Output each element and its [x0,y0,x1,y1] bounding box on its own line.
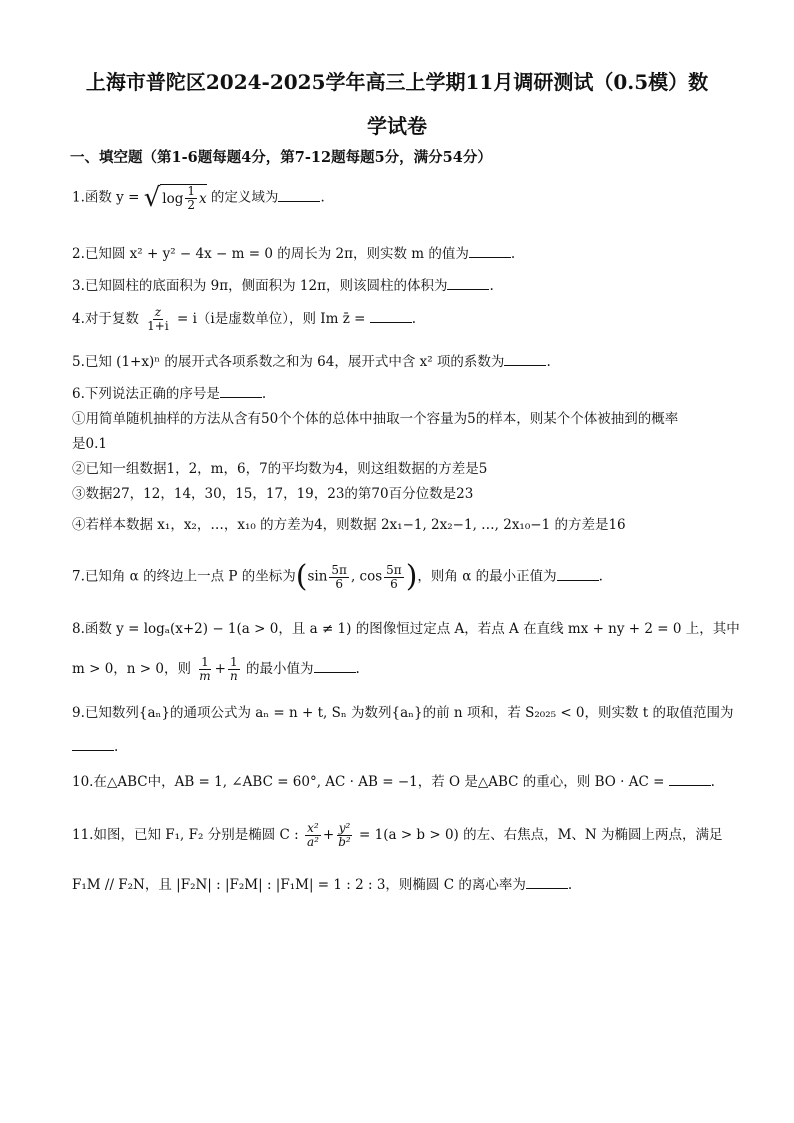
q3-text: 3.已知圆柱的底面积为 9π，侧面积为 12π，则该圆柱的体积为 [72,278,448,294]
answer-blank [72,737,114,751]
fraction-numerator: z [154,305,162,319]
question-10: 10.在△ABC中，AB = 1, ∠ABC = 60°, AC · AB = −1，若 O 是△ABC 的重心，则 BO · AC = . [72,774,715,790]
answer-blank [370,309,412,323]
plus-sign: + [322,827,335,843]
cos-label: , cos [350,568,383,585]
fraction-denominator: b² [338,835,351,849]
answer-blank [469,244,511,258]
q5-text: 5.已知 (1+x)ⁿ 的展开式各项系数之和为 64，展开式中含 x² 项的系数为 [72,354,505,370]
question-6-stem: 6.下列说法正确的序号是 . [72,386,267,402]
q10-text: 10.在△ABC中，AB = 1, ∠ABC = 60°, AC · AB = −1，若 O 是△ABC 的重心，则 BO · AC = [72,774,669,790]
q11-text-a: 11.如图，已知 F₁, F₂ 分别是椭圆 C : [72,827,303,843]
question-2: 2.已知圆 x² + y² − 4x − m = 0 的周长为 2π，则实数 m 的值为 . [72,246,516,262]
fraction [145,306,171,333]
q11-text-b: = 1(a > b > 0) 的左、右焦点，M、N 为椭圆上两点，满足 [354,827,723,843]
fraction-numerator: 5π [386,562,402,577]
answer-blank [557,567,599,581]
question-1: 1.函数 y = √ log $\frac{1}{2}$ x 的定义域为 . [72,183,325,213]
q6-option-3: ③数据27，12，14，30，15，17，19，23的第70百分位数是23 [72,486,474,502]
sqrt-expression: √ log $\frac{1}{2}$ x [143,183,207,213]
question-9: 9.已知数列{aₙ}的通项公式为 aₙ = n + t, Sₙ 为数列{aₙ}的前 n 项和，若 S₂₀₂₅ < 0，则实数 t 的取值范围为 [72,705,734,721]
fraction-numerator: 5π [331,562,347,577]
question-11-line-2: F₁M // F₂N，且 |F₂N| : |F₂M| : |F₁M| = 1 : 2 : 3，则椭圆 C 的离心率为 . [72,877,573,893]
fraction-denominator: 6 [390,576,398,591]
q1-text-b: 的定义域为 [206,189,279,206]
answer-blank [526,875,568,889]
fraction-denominator: m [199,669,211,683]
sin-label: sin [307,568,328,585]
q4-text-b: = i（i是虚数单位），则 Im z̄ = [172,311,370,327]
q1-text-a: 1.函数 y = [72,189,144,206]
q7-text-a: 7.已知角 α 的终边上一点 P 的坐标为 [72,568,296,585]
question-11-line-1 [72,822,732,849]
answer-blank [220,384,262,398]
q8-text-b: 的最小值为 [241,661,314,677]
fraction [336,822,353,849]
variable: x [199,190,207,207]
log-label: log [162,190,184,207]
fraction-denominator: 1+i [147,319,169,333]
document-title-line-2: 学试卷 [367,114,427,138]
fraction [197,656,212,683]
fraction [185,185,197,212]
fraction [305,822,321,849]
q6-option-2: ②已知一组数据1，2，m，6，7的平均数为4，则这组数据的方差是5 [72,461,488,477]
question-4: 4.对于复数 $\frac{z}{1+i}$ = i（i是虚数单位），则 Im z̄ = . [72,305,417,333]
q6-option-1-line-1: ①用简单随机抽样的方法从含有50个个体的总体中抽取一个容量为5的样本，则某个个体被抽到的概率 [72,411,679,427]
answer-blank [669,772,711,786]
q6-option-1-line-2: 是0.1 [72,436,107,452]
q7-text-b: ，则角 α 的最小正值为 [417,568,557,585]
q6-stem: 6.下列说法正确的序号是 [72,386,220,402]
fraction-numerator: x² [307,821,319,835]
section-heading: 一、填空题（第1-6题每题4分，第7-12题每题5分，满分54分） [70,149,492,166]
q2-text: 2.已知圆 x² + y² − 4x − m = 0 的周长为 2π，则实数 m 的值为 [72,246,469,262]
fraction-denominator: 2 [187,198,196,212]
fraction [329,564,349,591]
question-7: 7.已知角 α 的终边上一点 P 的坐标为(sin $\frac{5\pi}{6}$ , cos $\frac{5\pi}{6}$ )，则角 α 的最小正值为 . [72,559,603,594]
fraction-numerator: y² [338,821,351,835]
answer-blank [447,276,489,290]
question-5: 5.已知 (1+x)ⁿ 的展开式各项系数之和为 64，展开式中含 x² 项的系数为 . [72,354,551,370]
fraction-numerator: 1 [230,655,238,669]
answer-blank [314,659,356,673]
answer-blank [504,352,546,366]
right-paren: ) [405,559,418,594]
question-8-line-1: 8.函数 y = logₐ(x+2) − 1(a > 0，且 a ≠ 1) 的图像恒过定点 A，若点 A 在直线 mx + ny + 2 = 0 上，其中 [72,621,740,637]
document-title-line-1: 上海市普陀区2024-2025学年高三上学期11月调研测试（0.5模）数 [85,70,709,94]
plus-sign: + [214,661,226,677]
fraction-numerator: 1 [201,655,209,669]
q8-text-a: m > 0，n > 0，则 [72,661,196,677]
fraction [228,656,240,683]
q6-option-4: ④若样本数据 x₁，x₂，…，x₁₀ 的方差为4，则数据 2x₁−1, 2x₂−1, …, 2x₁₀−1 的方差是16 [72,517,626,533]
q11-line-2-text: F₁M // F₂N，且 |F₂N| : |F₂M| : |F₁M| = 1 : 2 : 3，则椭圆 C 的离心率为 [72,877,526,893]
fraction-numerator: 1 [187,184,196,198]
fraction [384,564,404,591]
question-8-line-2: m > 0，n > 0，则 $\frac{1}{m}$ + $\frac{1}{n}$ 的最小值为 . [72,655,360,683]
question-9-blank-line: . [72,737,732,757]
fraction-denominator: a² [306,835,319,849]
fraction-denominator: n [229,669,238,683]
fraction-denominator: 6 [335,576,343,591]
answer-blank [278,188,320,202]
left-paren: ( [295,559,308,594]
question-3: 3.已知圆柱的底面积为 9π，侧面积为 12π，则该圆柱的体积为 . [72,278,494,294]
q4-text-a: 4.对于复数 [72,311,144,327]
